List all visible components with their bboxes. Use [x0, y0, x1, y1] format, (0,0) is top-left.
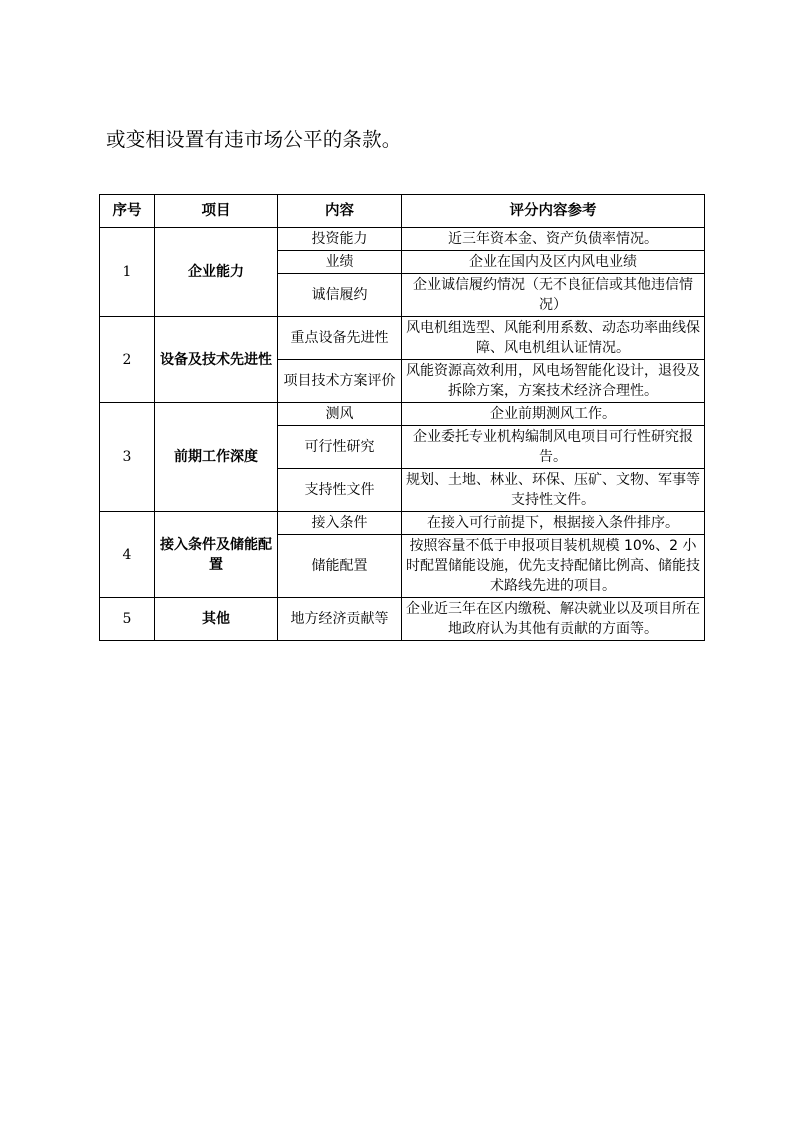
- header-num: 序号: [100, 195, 155, 228]
- category-cell: 企业能力: [155, 228, 278, 317]
- reference-cell: 近三年资本金、资产负债率情况。: [402, 228, 705, 251]
- header-item: 内容: [278, 195, 402, 228]
- table-row: [100, 403, 705, 426]
- item-cell: 投资能力: [278, 228, 402, 251]
- scoring-table: [99, 194, 705, 641]
- reference-cell: 企业前期测风工作。: [402, 403, 705, 426]
- item-cell: 支持性文件: [278, 469, 402, 512]
- category-cell: 设备及技术先进性: [155, 317, 278, 403]
- table-row: [100, 512, 705, 535]
- item-cell: 诚信履约: [278, 274, 402, 317]
- category-cell: 其他: [155, 598, 278, 641]
- row-number: 1: [100, 228, 155, 317]
- item-cell: 储能配置: [278, 535, 402, 598]
- category-cell: 接入条件及储能配置: [155, 512, 278, 598]
- item-cell: 地方经济贡献等: [278, 598, 402, 641]
- intro-text: 或变相设置有违市场公平的条款。: [106, 128, 402, 151]
- row-number: 3: [100, 403, 155, 512]
- item-cell: 项目技术方案评价: [278, 360, 402, 403]
- table-row: [100, 317, 705, 360]
- header-reference: 评分内容参考: [402, 195, 705, 228]
- reference-cell: 企业近三年在区内缴税、解决就业以及项目所在地政府认为其他有贡献的方面等。: [402, 598, 705, 641]
- reference-cell: 规划、土地、林业、环保、压矿、文物、军事等支持性文件。: [402, 469, 705, 512]
- row-number: 5: [100, 598, 155, 641]
- header-category: 项目: [155, 195, 278, 228]
- table-row: [100, 228, 705, 251]
- table-header-row: [100, 195, 705, 228]
- reference-cell: 按照容量不低于申报项目装机规模 10%、2 小时配置储能设施，优先支持配储比例高、储能技术路线先进的项目。: [402, 535, 705, 598]
- row-number: 2: [100, 317, 155, 403]
- row-number: 4: [100, 512, 155, 598]
- reference-cell: 企业委托专业机构编制风电项目可行性研究报告。: [402, 426, 705, 469]
- reference-cell: 企业诚信履约情况（无不良征信或其他违信情况）: [402, 274, 705, 317]
- reference-cell: 企业在国内及区内风电业绩: [402, 251, 705, 274]
- item-cell: 测风: [278, 403, 402, 426]
- item-cell: 接入条件: [278, 512, 402, 535]
- reference-cell: 风能资源高效利用，风电场智能化设计，退役及拆除方案，方案技术经济合理性。: [402, 360, 705, 403]
- item-cell: 业绩: [278, 251, 402, 274]
- item-cell: 可行性研究: [278, 426, 402, 469]
- reference-cell: 在接入可行前提下，根据接入条件排序。: [402, 512, 705, 535]
- category-cell: 前期工作深度: [155, 403, 278, 512]
- item-cell: 重点设备先进性: [278, 317, 402, 360]
- table-row: [100, 598, 705, 641]
- reference-cell: 风电机组选型、风能利用系数、动态功率曲线保障、风电机组认证情况。: [402, 317, 705, 360]
